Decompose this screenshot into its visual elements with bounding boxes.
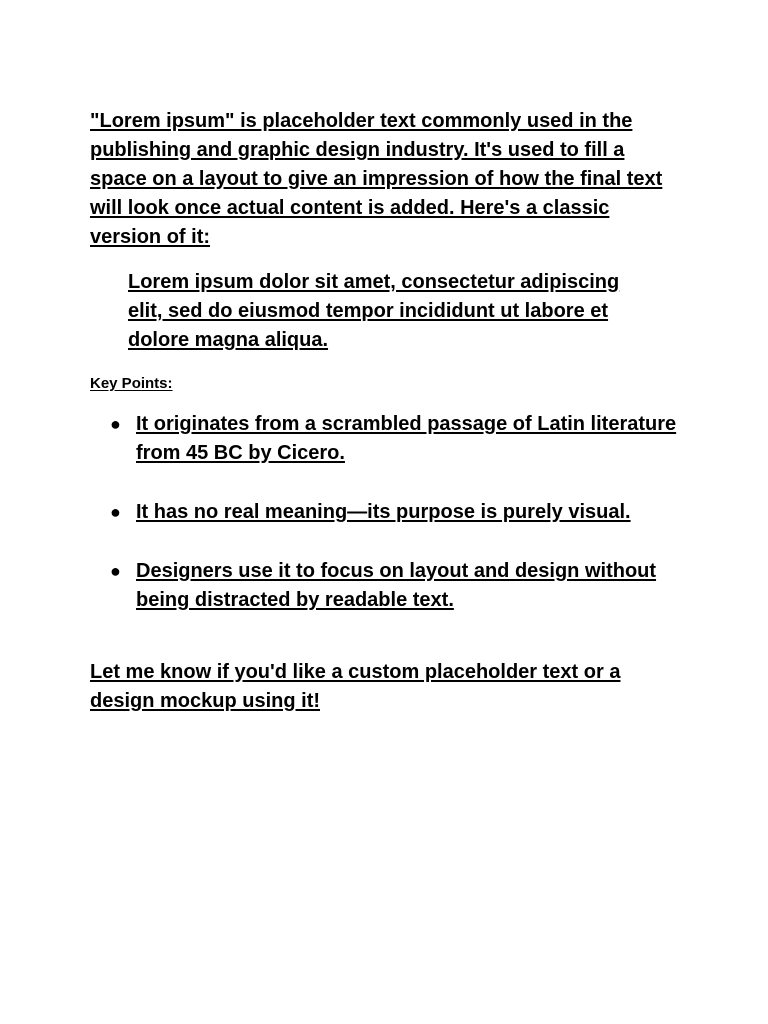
list-item: [90, 410, 690, 468]
key-points-heading: Key Points:: [90, 375, 173, 392]
key-points-list: [90, 410, 690, 645]
list-item-text: Designers use it to focus on layout and design without being distracted by readable text.: [136, 560, 657, 611]
bullet-icon: ●: [110, 414, 121, 434]
blockquote: Lorem ipsum dolor sit amet, consectetur adipiscing elit, sed do eiusmod tempor incididunt ut labore et dolore magna aliqua.: [128, 271, 620, 351]
list-item: [90, 498, 690, 527]
bullet-icon: ●: [110, 561, 121, 581]
closing-paragraph: Let me know if you'd like a custom placeholder text or a design mockup using it!: [90, 661, 621, 712]
list-item-text: It has no real meaning—its purpose is purely visual.: [136, 501, 631, 523]
intro-paragraph: "Lorem ipsum" is placeholder text commonly used in the publishing and graphic design industry. It's used to fill a space on a layout to give an impression of how the final text will look once actual content is added. Here's a classic version of it:: [90, 110, 663, 248]
bullet-icon: ●: [110, 502, 121, 522]
list-item: [90, 557, 690, 615]
list-item-text: It originates from a scrambled passage of Latin literature from 45 BC by Cicero.: [136, 413, 677, 464]
